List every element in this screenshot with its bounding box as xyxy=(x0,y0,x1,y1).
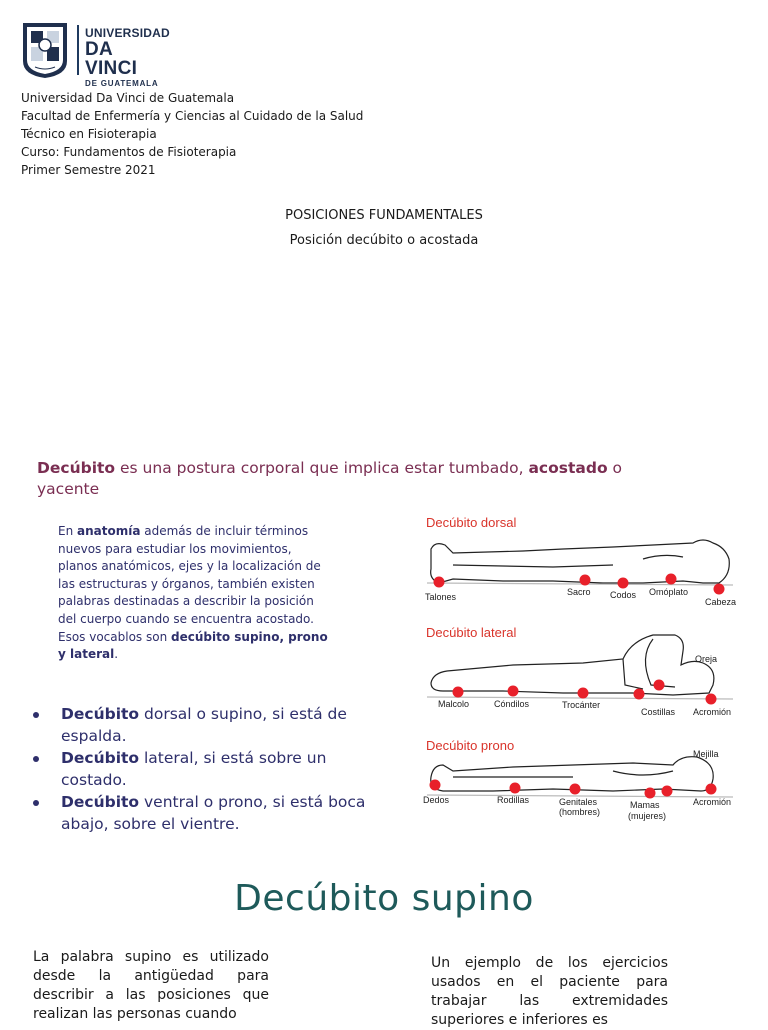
right-column-text: Un ejemplo de los ejercicios usados en el paciente para trabajar las extremidades superiores e inferiores es xyxy=(431,955,668,1028)
paragraph-text-1: En xyxy=(58,524,78,538)
logo-divider xyxy=(77,25,79,75)
semester: Primer Semestre 2021 xyxy=(21,163,156,177)
pressure-dot xyxy=(580,575,591,586)
pressure-dot xyxy=(510,783,521,794)
bullet-item-ventral xyxy=(30,791,380,835)
anatomy-paragraph xyxy=(58,523,333,664)
definition-part-2: o yacente xyxy=(37,459,623,498)
pressure-dot xyxy=(508,686,519,697)
pressure-dot xyxy=(578,688,589,699)
document-title: POSICIONES FUNDAMENTALES xyxy=(285,208,483,223)
label-costillas: Costillas xyxy=(641,707,676,717)
logo-line-1: UNIVERSIDAD xyxy=(85,26,170,40)
label-sacro: Sacro xyxy=(567,587,591,597)
bullet-dot xyxy=(33,712,39,718)
program-name: Técnico en Fisioterapia xyxy=(21,127,157,141)
pressure-dot xyxy=(634,689,645,700)
label-malcolo: Malcolo xyxy=(438,699,470,709)
pressure-points-figure xyxy=(413,509,751,831)
bullet-bold: Decúbito xyxy=(61,749,140,767)
label-condilos: Cóndilos xyxy=(494,699,530,709)
pressure-dot xyxy=(654,680,665,691)
header-info xyxy=(21,89,363,179)
pressure-dot xyxy=(618,578,629,589)
bullet-bold: Decúbito xyxy=(61,705,140,723)
label-talones: Talones xyxy=(425,592,457,602)
term-acostado: acostado xyxy=(528,459,608,477)
left-column-text: La palabra supino es utilizado desde la antigüedad para describir a las posiciones que realizan las personas cuando xyxy=(33,949,269,1022)
bullet-text: dorsal o supino, si está de espalda. xyxy=(61,705,347,745)
pressure-dot xyxy=(453,687,464,698)
pressure-dot xyxy=(706,694,717,705)
panel-title-lateral: Decúbito lateral xyxy=(426,625,517,640)
paragraph-text-3: . xyxy=(114,647,119,662)
document-subtitle: Posición decúbito o acostada xyxy=(289,233,479,248)
logo-text xyxy=(85,27,170,88)
panel-title-dorsal: Decúbito dorsal xyxy=(426,515,517,530)
definition-part-1: es una postura corporal que implica estar tumbado, xyxy=(115,459,529,477)
label-mejilla: Mejilla xyxy=(693,749,719,759)
logo-line-3: DE GUATEMALA xyxy=(85,79,159,88)
term-decubito: Decúbito xyxy=(37,459,116,477)
definition-text xyxy=(37,458,677,500)
label-oreja: Oreja xyxy=(695,654,718,664)
label-trocanter: Trocánter xyxy=(562,700,601,710)
label-dedos: Dedos xyxy=(423,795,450,805)
bullet-text: ventral o prono, si está boca abajo, sobre el vientre. xyxy=(61,793,366,833)
paragraph-bold-positions: decúbito supino, prono y lateral xyxy=(58,629,328,662)
label-mamas: Mamas xyxy=(630,800,660,810)
bullet-dot xyxy=(33,800,39,806)
pressure-dot xyxy=(666,574,677,585)
course-name: Curso: Fundamentos de Fisioterapia xyxy=(21,145,237,159)
paragraph-bold-anatomia: anatomía xyxy=(77,524,141,538)
label-hombres: (hombres) xyxy=(559,807,601,817)
label-acromion-prono: Acromión xyxy=(693,797,732,807)
pressure-dot xyxy=(714,584,725,595)
university-name: Universidad Da Vinci de Guatemala xyxy=(21,91,235,105)
pressure-dot xyxy=(706,784,717,795)
label-codos: Codos xyxy=(610,590,637,600)
faculty-name: Facultad de Enfermería y Ciencias al Cuidado de la Salud xyxy=(21,109,364,123)
label-cabeza: Cabeza xyxy=(705,597,737,607)
bullet-item-dorsal xyxy=(30,703,380,747)
pressure-dot xyxy=(570,784,581,795)
label-acromion-lateral: Acromión xyxy=(693,707,732,717)
university-logo xyxy=(21,21,170,88)
bullet-text: lateral, si está sobre un costado. xyxy=(61,749,327,789)
bullet-dot xyxy=(33,756,39,762)
logo-line-2: DA VINCI xyxy=(85,39,138,79)
pressure-dot xyxy=(434,577,445,588)
label-omoplato: Omóplato xyxy=(649,587,689,597)
paragraph-text-2: además de incluir términos nuevos para estudiar los movimientos, planos anatómicos, ejes y la localización de las estructuras y órganos, también existen palabras destinadas a describir la posición del cuerpo cuando se encuentra acostado. Esos vocablos son xyxy=(58,524,321,644)
bullet-item-lateral xyxy=(30,747,380,791)
label-genitales: Genitales xyxy=(559,797,598,807)
section-title: Decúbito supino xyxy=(234,878,534,919)
pressure-dot xyxy=(430,780,441,791)
label-rodillas: Rodillas xyxy=(497,795,530,805)
pressure-dot xyxy=(662,786,673,797)
position-bullet-list xyxy=(30,703,380,835)
seal-icon xyxy=(21,21,69,79)
bullet-bold: Decúbito xyxy=(61,793,140,811)
panel-title-prono: Decúbito prono xyxy=(426,738,515,753)
label-mujeres: (mujeres) xyxy=(628,811,667,821)
pressure-dot xyxy=(645,788,656,799)
